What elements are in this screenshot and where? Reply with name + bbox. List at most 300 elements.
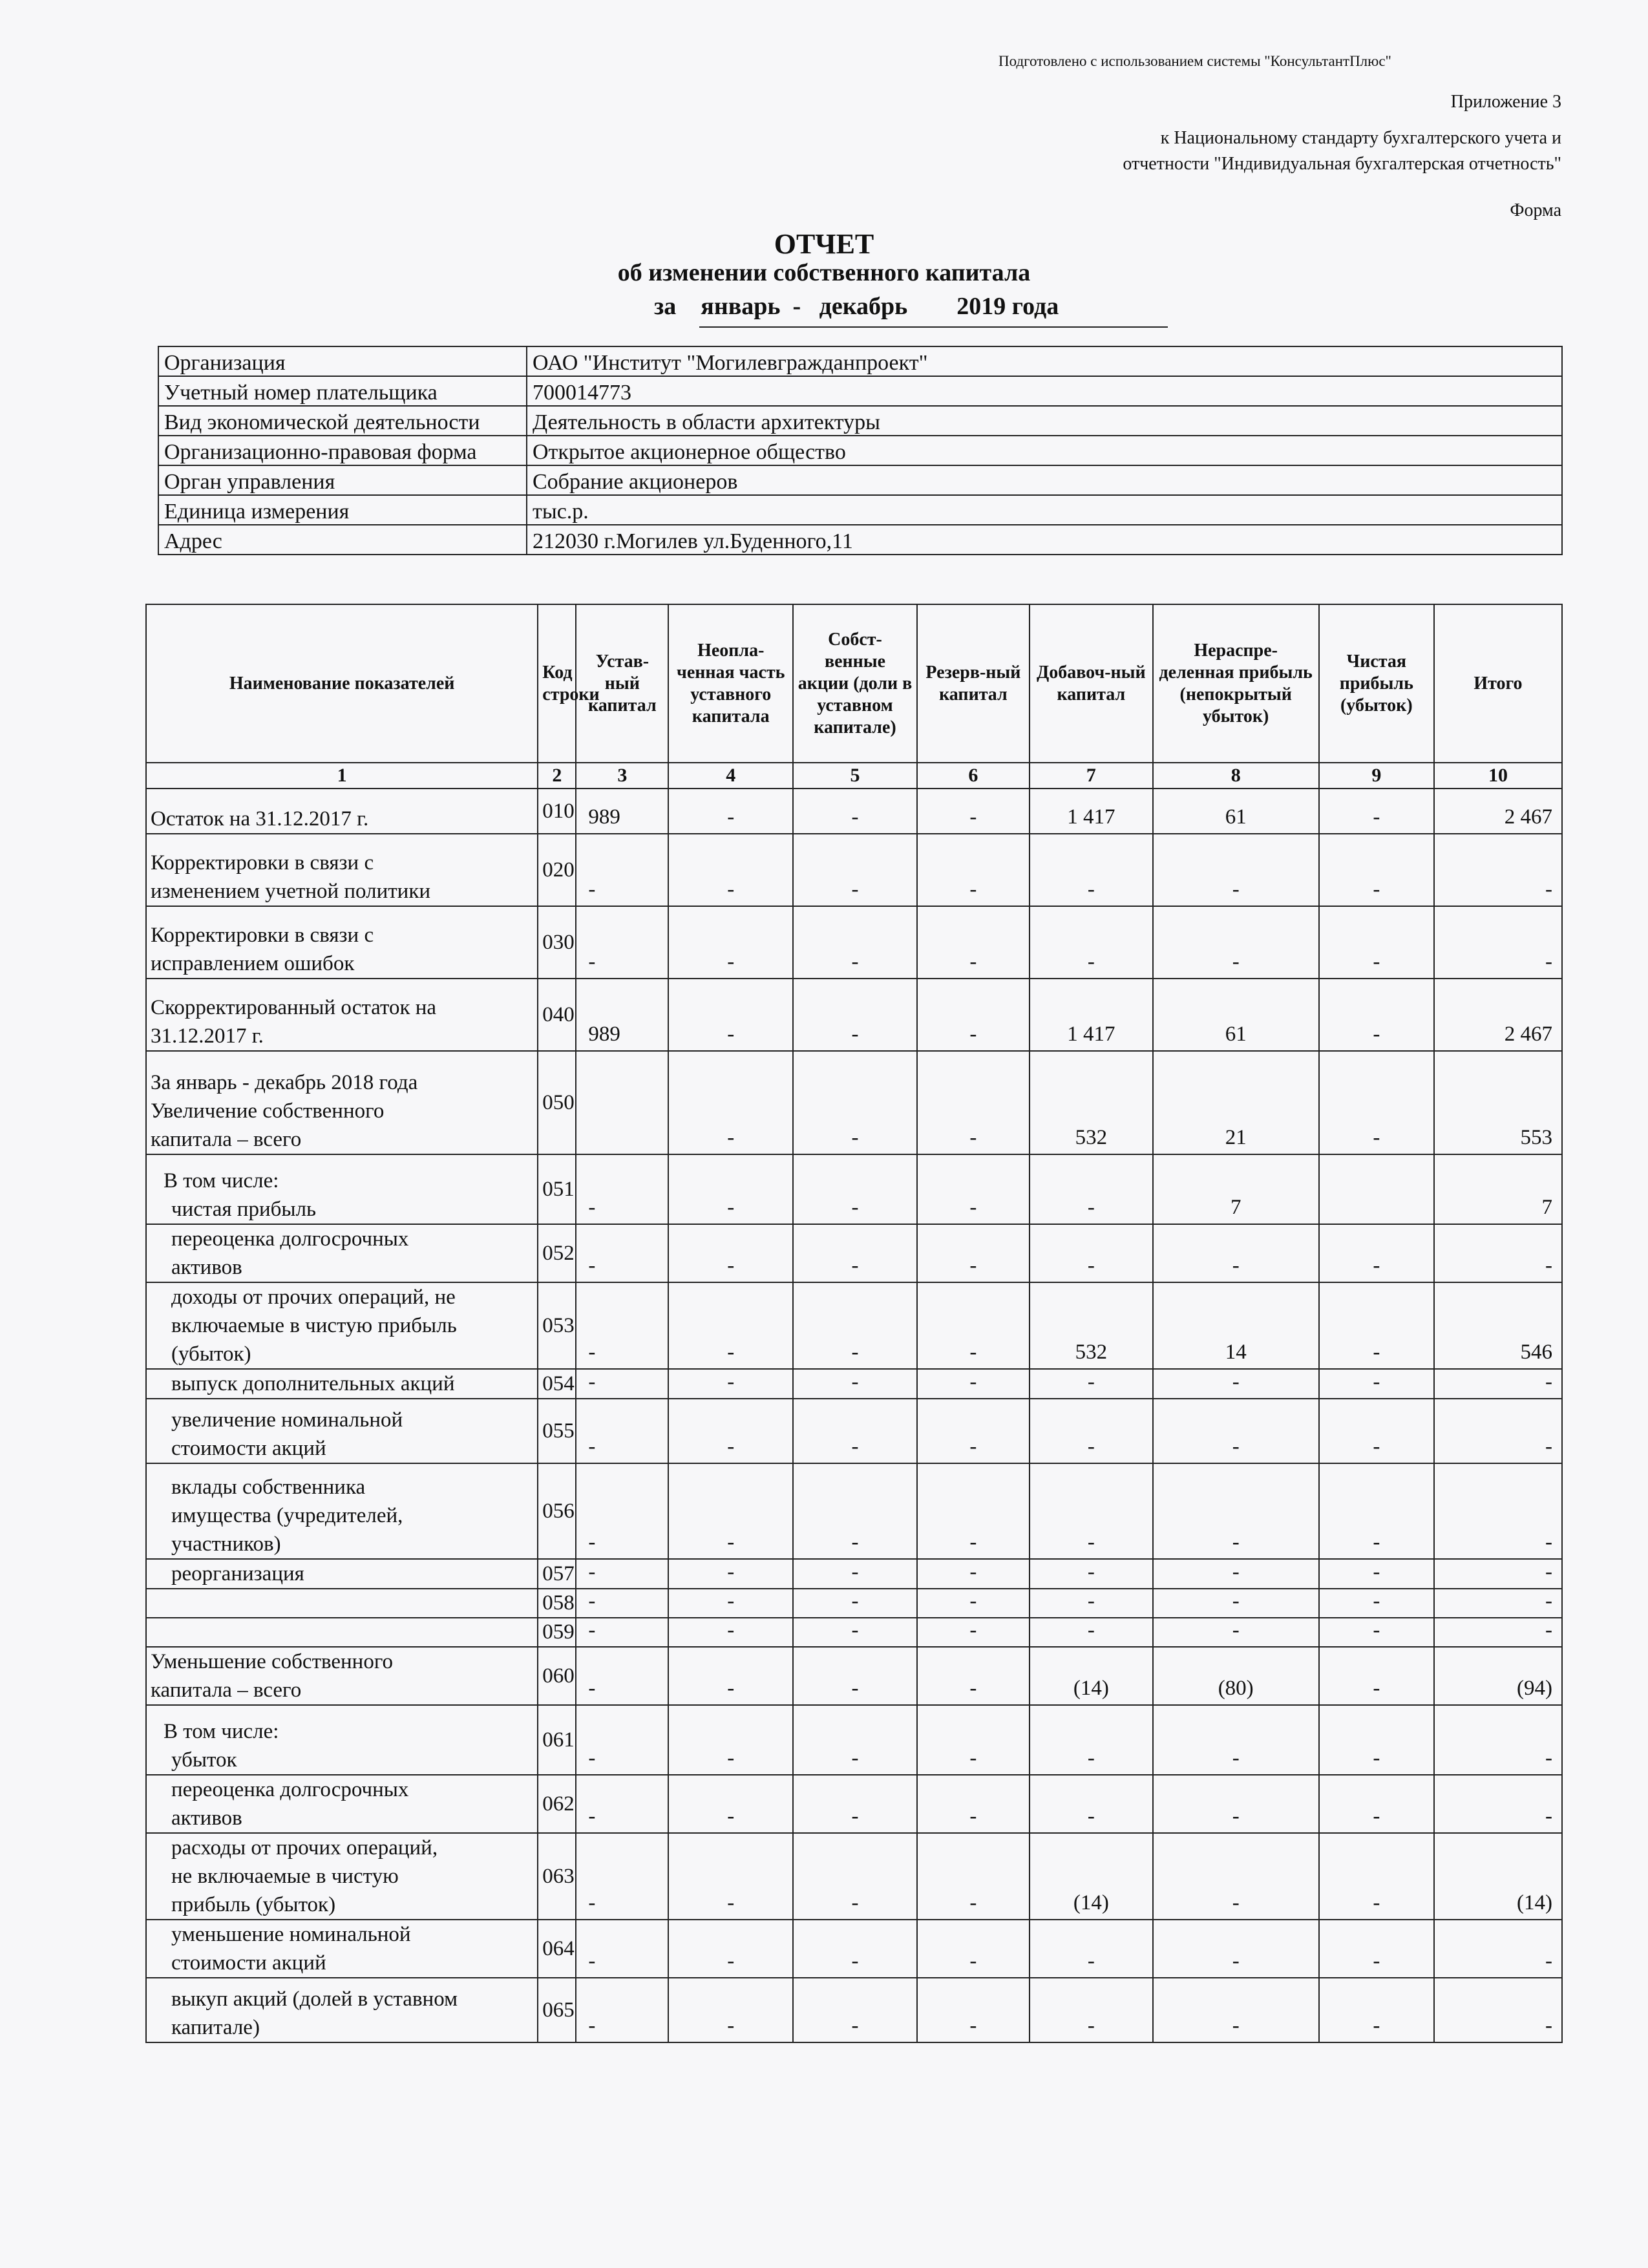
- table-row: [146, 1154, 1562, 1224]
- cell-value: -: [1319, 1463, 1434, 1559]
- col-header-own-shares: Собст-венные акции (доли в уставном капитале): [793, 604, 917, 763]
- table-row: [146, 1463, 1562, 1559]
- cell-value: -: [1319, 1647, 1434, 1705]
- row-name-line: Уменьшение собственного: [151, 1650, 394, 1673]
- cell-value: -: [576, 1833, 668, 1920]
- cell-value: -: [1319, 1920, 1434, 1978]
- period-underline: [699, 326, 1168, 328]
- row-name-line: переоценка долгосрочных: [171, 1778, 409, 1801]
- cell-value: -: [576, 1224, 668, 1282]
- row-name-line: Корректировки в связи с: [151, 851, 374, 874]
- cell-value: -: [917, 1589, 1030, 1618]
- table-row: [146, 1920, 1562, 1978]
- col-number: 5: [793, 763, 917, 789]
- cell-value: 61: [1153, 789, 1319, 834]
- cell-value: -: [1153, 906, 1319, 979]
- column-number-row: [146, 763, 1562, 789]
- cell-value: -: [917, 1224, 1030, 1282]
- cell-value: -: [917, 1618, 1030, 1647]
- row-name-line: активов: [171, 1807, 242, 1830]
- cell-value: -: [1434, 1224, 1562, 1282]
- cell-value: -: [917, 1833, 1030, 1920]
- row-name-line: В том числе:: [164, 1169, 279, 1192]
- cell-value: -: [668, 1463, 793, 1559]
- col-number: 10: [1434, 763, 1562, 789]
- row-name-line: капитала – всего: [151, 1128, 302, 1151]
- cell-value: -: [1319, 979, 1434, 1051]
- row-name-line: активов: [171, 1256, 242, 1279]
- row-name: [146, 1920, 538, 1978]
- row-name-line: вклады собственника: [171, 1476, 366, 1499]
- row-code: 052: [538, 1224, 576, 1282]
- table-row: [146, 906, 1562, 979]
- info-value: Открытое акционерное общество: [527, 436, 1562, 465]
- cell-value: 553: [1434, 1051, 1562, 1154]
- cell-value: -: [576, 1589, 668, 1618]
- cell-value: (14): [1030, 1647, 1153, 1705]
- info-label: Организационно-правовая форма: [158, 436, 527, 465]
- col-header-total: Итого: [1434, 604, 1562, 763]
- row-name: [146, 906, 538, 979]
- table-row: [146, 979, 1562, 1051]
- cell-value: -: [1319, 1051, 1434, 1154]
- row-code: 054: [538, 1369, 576, 1399]
- table-row: [146, 1833, 1562, 1920]
- info-row: [158, 495, 1562, 525]
- row-name-line: стоимости акций: [171, 1951, 326, 1975]
- info-value: ОАО "Институт "Могилевгражданпроект": [527, 346, 1562, 376]
- info-value: 212030 г.Могилев ул.Буденного,11: [527, 525, 1562, 555]
- cell-value: -: [917, 834, 1030, 906]
- row-name-line: реорганизация: [171, 1562, 304, 1585]
- row-code: 030: [538, 906, 576, 979]
- info-value: 700014773: [527, 376, 1562, 406]
- row-code: 050: [538, 1051, 576, 1154]
- cell-value: -: [917, 1399, 1030, 1463]
- col-number: 2: [538, 763, 576, 789]
- table-row: [146, 1224, 1562, 1282]
- cell-value: -: [793, 1833, 917, 1920]
- col-header-charter-capital: Устав-ный капитал: [576, 604, 668, 763]
- cell-value: -: [668, 1833, 793, 1920]
- cell-value: -: [1319, 1618, 1434, 1647]
- cell-value: -: [793, 1589, 917, 1618]
- row-name: [146, 979, 538, 1051]
- cell-value: -: [1434, 1369, 1562, 1399]
- info-label: Учетный номер плательщика: [158, 376, 527, 406]
- cell-value: -: [668, 1618, 793, 1647]
- report-period: за январь - декабрь 2019 года: [654, 293, 1059, 320]
- cell-value: -: [576, 1154, 668, 1224]
- info-row: [158, 376, 1562, 406]
- cell-value: -: [1153, 1705, 1319, 1775]
- cell-value: (14): [1434, 1833, 1562, 1920]
- organization-info-table: [158, 346, 1563, 555]
- cell-value: -: [1319, 1833, 1434, 1920]
- cell-value: -: [793, 834, 917, 906]
- cell-value: 2 467: [1434, 789, 1562, 834]
- cell-value: -: [917, 1647, 1030, 1705]
- cell-value: -: [668, 1399, 793, 1463]
- cell-value: 546: [1434, 1282, 1562, 1369]
- cell-value: -: [917, 1559, 1030, 1589]
- row-code: 060: [538, 1647, 576, 1705]
- cell-value: -: [668, 979, 793, 1051]
- row-code: 058: [538, 1589, 576, 1618]
- cell-value: 532: [1030, 1282, 1153, 1369]
- row-code: 040: [538, 979, 576, 1051]
- col-number: 4: [668, 763, 793, 789]
- row-name: [146, 834, 538, 906]
- info-row: [158, 406, 1562, 436]
- row-name: [146, 1647, 538, 1705]
- cell-value: -: [1030, 1775, 1153, 1833]
- row-code: 051: [538, 1154, 576, 1224]
- cell-value: -: [1434, 1775, 1562, 1833]
- cell-value: -: [1434, 1589, 1562, 1618]
- cell-value: -: [1434, 1920, 1562, 1978]
- cell-value: -: [793, 1647, 917, 1705]
- cell-value: -: [1434, 1399, 1562, 1463]
- cell-value: -: [1153, 834, 1319, 906]
- cell-value: -: [793, 1775, 917, 1833]
- cell-value: -: [1030, 834, 1153, 906]
- row-name-line: Остаток на 31.12.2017 г.: [151, 807, 369, 831]
- row-code: 020: [538, 834, 576, 906]
- row-name-line: Увеличение собственного: [151, 1099, 385, 1123]
- info-value: Собрание акционеров: [527, 465, 1562, 495]
- col-header-name: Наименование показателей: [146, 604, 538, 763]
- row-name-line: убыток: [171, 1748, 237, 1772]
- cell-value: -: [1319, 1369, 1434, 1399]
- row-code: 059: [538, 1618, 576, 1647]
- row-name-line: За январь - декабрь 2018 года: [151, 1071, 418, 1094]
- row-name: [146, 1051, 538, 1154]
- cell-value: -: [668, 1559, 793, 1589]
- cell-value: -: [1434, 1618, 1562, 1647]
- cell-value: -: [1030, 1559, 1153, 1589]
- cell-value: -: [668, 1920, 793, 1978]
- cell-value: -: [1319, 1589, 1434, 1618]
- col-header-net-profit: Чистая прибыль (убыток): [1319, 604, 1434, 763]
- row-name-line: не включаемые в чистую: [171, 1865, 399, 1888]
- cell-value: -: [576, 1920, 668, 1978]
- table-row: [146, 1705, 1562, 1775]
- cell-value: -: [576, 1978, 668, 2042]
- row-name: [146, 1775, 538, 1833]
- cell-value: -: [1030, 906, 1153, 979]
- cell-value: -: [917, 979, 1030, 1051]
- col-header-code: Код строки: [538, 604, 576, 763]
- cell-value: -: [793, 1978, 917, 2042]
- cell-value: 7: [1434, 1154, 1562, 1224]
- col-number: 9: [1319, 763, 1434, 789]
- cell-value: -: [668, 1705, 793, 1775]
- row-code: 010: [538, 789, 576, 834]
- cell-value: -: [1153, 1978, 1319, 2042]
- row-name-line: имущества (учредителей,: [171, 1504, 403, 1527]
- cell-value: -: [793, 1399, 917, 1463]
- cell-value: -: [793, 1224, 917, 1282]
- row-name-line: доходы от прочих операций, не: [171, 1286, 456, 1309]
- cell-value: -: [917, 1051, 1030, 1154]
- row-name: [146, 1559, 538, 1589]
- row-code: 053: [538, 1282, 576, 1369]
- table-row: [146, 1399, 1562, 1463]
- table-row: [146, 1775, 1562, 1833]
- cell-value: -: [668, 789, 793, 834]
- cell-value: -: [1434, 1463, 1562, 1559]
- appendix-standard-line1: к Национальному стандарту бухгалтерского учета и: [1160, 128, 1561, 148]
- cell-value: -: [576, 1399, 668, 1463]
- cell-value: -: [576, 1705, 668, 1775]
- table-row: [146, 1051, 1562, 1154]
- cell-value: -: [1153, 1618, 1319, 1647]
- col-number: 7: [1030, 763, 1153, 789]
- cell-value: 1 417: [1030, 789, 1153, 834]
- table-row: [146, 1559, 1562, 1589]
- row-name-line: стоимости акций: [171, 1437, 326, 1460]
- col-number: 8: [1153, 763, 1319, 789]
- cell-value: -: [576, 1463, 668, 1559]
- report-subtitle: об изменении собственного капитала: [617, 259, 1031, 286]
- row-name: [146, 1589, 538, 1618]
- equity-changes-table: [145, 604, 1563, 2043]
- cell-value: -: [793, 1559, 917, 1589]
- col-number: 3: [576, 763, 668, 789]
- row-code: 056: [538, 1463, 576, 1559]
- row-name: [146, 1224, 538, 1282]
- cell-value: -: [668, 1589, 793, 1618]
- row-code: 055: [538, 1399, 576, 1463]
- cell-value: -: [917, 1705, 1030, 1775]
- row-name-line: В том числе:: [164, 1720, 279, 1743]
- table-row: [146, 1978, 1562, 2042]
- cell-value: -: [1319, 1282, 1434, 1369]
- cell-value: -: [1153, 1369, 1319, 1399]
- cell-value: -: [917, 1463, 1030, 1559]
- cell-value: -: [668, 1154, 793, 1224]
- cell-value: -: [1319, 1775, 1434, 1833]
- info-row: [158, 436, 1562, 465]
- row-name: [146, 1369, 538, 1399]
- row-code: 057: [538, 1559, 576, 1589]
- cell-value: -: [1319, 1978, 1434, 2042]
- cell-value: -: [1434, 1559, 1562, 1589]
- cell-value: 2 467: [1434, 979, 1562, 1051]
- report-title: ОТЧЕТ: [774, 228, 874, 260]
- cell-value: -: [1030, 1399, 1153, 1463]
- cell-value: -: [1153, 1463, 1319, 1559]
- cell-value: -: [1319, 789, 1434, 834]
- cell-value: -: [1319, 834, 1434, 906]
- cell-value: -: [1153, 1399, 1319, 1463]
- cell-value: 61: [1153, 979, 1319, 1051]
- cell-value: -: [917, 1920, 1030, 1978]
- row-name: [146, 1705, 538, 1775]
- info-label: Орган управления: [158, 465, 527, 495]
- row-name-line: 31.12.2017 г.: [151, 1024, 264, 1048]
- col-number: 6: [917, 763, 1030, 789]
- row-name-line: прибыль (убыток): [171, 1893, 336, 1916]
- cell-value: -: [1153, 1224, 1319, 1282]
- info-label: Единица измерения: [158, 495, 527, 525]
- row-code: 061: [538, 1705, 576, 1775]
- info-value: тыс.р.: [527, 495, 1562, 525]
- table-row: [146, 1369, 1562, 1399]
- cell-value: (94): [1434, 1647, 1562, 1705]
- cell-value: -: [576, 1282, 668, 1369]
- row-name-line: Корректировки в связи с: [151, 924, 374, 947]
- col-header-additional-capital: Добавоч-ный капитал: [1030, 604, 1153, 763]
- cell-value: -: [1030, 1154, 1153, 1224]
- cell-value: -: [793, 789, 917, 834]
- form-label: Форма: [1510, 200, 1561, 220]
- cell-value: 989: [576, 979, 668, 1051]
- cell-value: -: [668, 1978, 793, 2042]
- cell-value: (80): [1153, 1647, 1319, 1705]
- info-label: Организация: [158, 346, 527, 376]
- info-value: Деятельность в области архитектуры: [527, 406, 1562, 436]
- cell-value: [576, 1051, 668, 1154]
- row-name-line: участников): [171, 1532, 281, 1556]
- info-row: [158, 525, 1562, 555]
- cell-value: -: [793, 1920, 917, 1978]
- cell-value: -: [1153, 1589, 1319, 1618]
- column-header-row: [146, 604, 1562, 763]
- appendix-standard-line2: отчетности "Индивидуальная бухгалтерская отчетность": [1123, 154, 1561, 174]
- cell-value: -: [668, 1647, 793, 1705]
- cell-value: -: [1153, 1559, 1319, 1589]
- row-name-line: выпуск дополнительных акций: [171, 1372, 455, 1395]
- table-row: [146, 1647, 1562, 1705]
- info-row: [158, 465, 1562, 495]
- row-name: [146, 1833, 538, 1920]
- cell-value: -: [668, 834, 793, 906]
- col-header-unpaid-capital: Неопла-ченная часть уставного капитала: [668, 604, 793, 763]
- cell-value: 1 417: [1030, 979, 1153, 1051]
- cell-value: 7: [1153, 1154, 1319, 1224]
- row-name-line: переоценка долгосрочных: [171, 1227, 409, 1251]
- cell-value: -: [1153, 1833, 1319, 1920]
- col-number: 1: [146, 763, 538, 789]
- cell-value: -: [576, 1369, 668, 1399]
- col-header-reserve-capital: Резерв-ный капитал: [917, 604, 1030, 763]
- cell-value: 14: [1153, 1282, 1319, 1369]
- cell-value: -: [576, 1618, 668, 1647]
- cell-value: -: [1030, 1369, 1153, 1399]
- row-name-line: чистая прибыль: [171, 1198, 317, 1221]
- cell-value: -: [793, 1154, 917, 1224]
- row-name: [146, 1463, 538, 1559]
- cell-value: -: [917, 1369, 1030, 1399]
- table-row: [146, 834, 1562, 906]
- cell-value: -: [793, 1705, 917, 1775]
- consultant-note: Подготовлено с использованием системы "КонсультантПлюс": [998, 53, 1391, 69]
- row-name: [146, 1399, 538, 1463]
- cell-value: -: [793, 1618, 917, 1647]
- cell-value: -: [1030, 1463, 1153, 1559]
- cell-value: -: [917, 1282, 1030, 1369]
- appendix-number: Приложение 3: [1450, 92, 1561, 112]
- row-code: 064: [538, 1920, 576, 1978]
- cell-value: -: [793, 979, 917, 1051]
- row-name-line: уменьшение номинальной: [171, 1923, 411, 1946]
- row-name-line: изменением учетной политики: [151, 880, 431, 903]
- row-name: [146, 1618, 538, 1647]
- cell-value: -: [576, 1775, 668, 1833]
- cell-value: -: [917, 906, 1030, 979]
- row-name-line: Скорректированный остаток на: [151, 996, 437, 1019]
- cell-value: -: [576, 1559, 668, 1589]
- row-code: 065: [538, 1978, 576, 2042]
- row-name: [146, 1154, 538, 1224]
- cell-value: -: [1434, 1978, 1562, 2042]
- cell-value: -: [576, 834, 668, 906]
- cell-value: -: [1030, 1920, 1153, 1978]
- row-code: 062: [538, 1775, 576, 1833]
- cell-value: -: [668, 906, 793, 979]
- cell-value: -: [668, 1775, 793, 1833]
- row-name-line: выкуп акций (долей в уставном: [171, 1987, 458, 2011]
- cell-value: -: [668, 1224, 793, 1282]
- cell-value: -: [1030, 1224, 1153, 1282]
- cell-value: -: [793, 1282, 917, 1369]
- col-header-retained-earnings: Нераспре-деленная прибыль (непокрытый убыток): [1153, 604, 1319, 763]
- table-row: [146, 1589, 1562, 1618]
- table-row: [146, 789, 1562, 834]
- table-row: [146, 1618, 1562, 1647]
- cell-value: -: [1319, 1559, 1434, 1589]
- cell-value: -: [917, 1775, 1030, 1833]
- cell-value: -: [668, 1282, 793, 1369]
- row-name: [146, 1282, 538, 1369]
- cell-value: -: [793, 1463, 917, 1559]
- row-name: [146, 789, 538, 834]
- cell-value: -: [576, 1647, 668, 1705]
- info-label: Вид экономической деятельности: [158, 406, 527, 436]
- cell-value: -: [1153, 1920, 1319, 1978]
- cell-value: -: [1434, 906, 1562, 979]
- row-name-line: капитала – всего: [151, 1679, 302, 1702]
- cell-value: -: [1319, 906, 1434, 979]
- row-name-line: исправлением ошибок: [151, 952, 355, 975]
- cell-value: -: [576, 906, 668, 979]
- cell-value: -: [1319, 1224, 1434, 1282]
- cell-value: -: [668, 1051, 793, 1154]
- cell-value: -: [1319, 1705, 1434, 1775]
- cell-value: -: [1030, 1589, 1153, 1618]
- cell-value: -: [1030, 1978, 1153, 2042]
- row-name-line: включаемые в чистую прибыль: [171, 1314, 457, 1337]
- cell-value: -: [1319, 1399, 1434, 1463]
- row-name-line: расходы от прочих операций,: [171, 1836, 438, 1860]
- cell-value: 989: [576, 789, 668, 834]
- cell-value: -: [1030, 1705, 1153, 1775]
- info-label: Адрес: [158, 525, 527, 555]
- cell-value: -: [917, 789, 1030, 834]
- cell-value: -: [1434, 834, 1562, 906]
- cell-value: -: [1030, 1618, 1153, 1647]
- cell-value: 532: [1030, 1051, 1153, 1154]
- row-name-line: капитале): [171, 2016, 260, 2039]
- cell-value: -: [917, 1978, 1030, 2042]
- info-row: [158, 346, 1562, 376]
- cell-value: -: [1434, 1705, 1562, 1775]
- row-name-line: увеличение номинальной: [171, 1408, 403, 1432]
- cell-value: -: [793, 1369, 917, 1399]
- cell-value: -: [793, 906, 917, 979]
